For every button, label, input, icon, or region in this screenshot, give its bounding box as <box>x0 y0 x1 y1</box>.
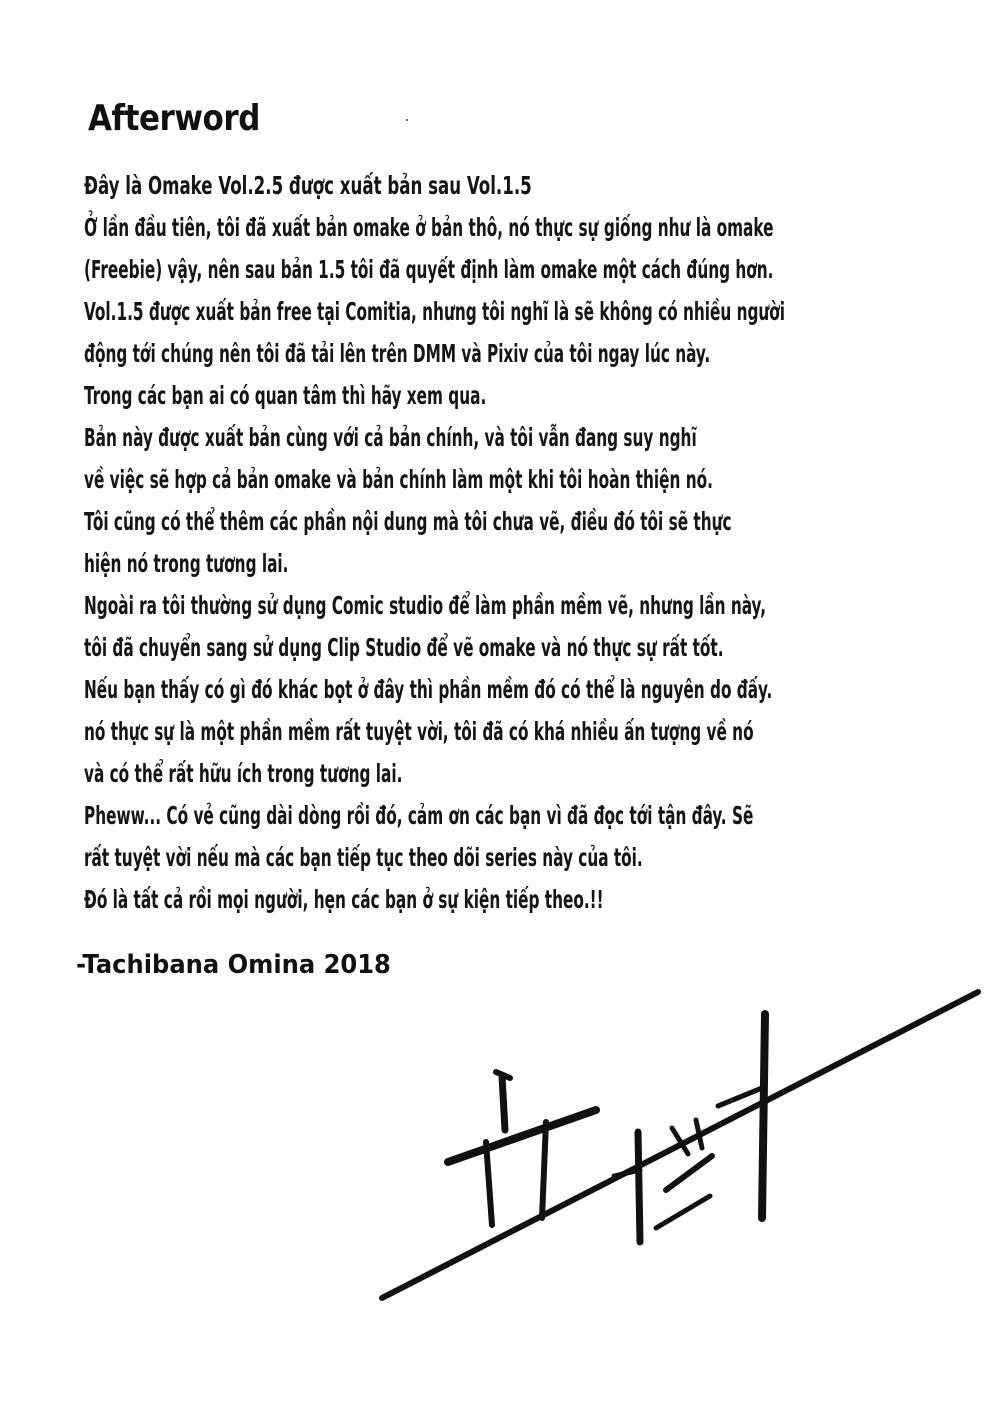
body-line-18: Đó là tất cả rồi mọi người, hẹn các bạn ở sự kiện tiếp theo.!! <box>84 885 604 914</box>
body-line-4: Vol.1.5 được xuất bản free tại Comitia, nhưng tôi nghĩ là sẽ không có nhiều người <box>84 297 786 326</box>
author-signoff: -Tachibana Omina 2018 <box>76 950 391 980</box>
body-line-14: nó thực sự là một phần mềm rất tuyệt vời, tôi đã có khá nhiều ấn tượng về nó <box>84 717 754 746</box>
body-line-3: (Freebie) vậy, nên sau bản 1.5 tôi đã quyết định làm omake một cách đúng hơn. <box>84 255 774 284</box>
body-line-6: Trong các bạn ai có quan tâm thì hãy xem qua. <box>84 381 487 410</box>
body-line-10: hiện nó trong tương lai. <box>84 549 289 578</box>
page-title: Afterword <box>88 98 260 139</box>
body-line-2: Ở lần đầu tiên, tôi đã xuất bản omake ở bản thô, nó thực sự giống như là omake <box>84 213 774 242</box>
body-line-15: và có thể rất hữu ích trong tương lai. <box>84 759 403 788</box>
body-line-12: tôi đã chuyển sang sử dụng Clip Studio để vẽ omake và nó thực sự rất tốt. <box>84 633 724 662</box>
body-line-7: Bản này được xuất bản cùng với cả bản chính, và tôi vẫn đang suy nghĩ <box>84 423 697 452</box>
body-line-13: Nếu bạn thấy có gì đó khác bọt ở đây thì phần mềm đó có thể là nguyên do đấy. <box>84 675 773 704</box>
body-line-5: động tới chúng nên tôi đã tải lên trên DMM và Pixiv của tôi ngay lúc này. <box>84 339 711 368</box>
stray-mark <box>406 119 408 121</box>
body-line-11: Ngoài ra tôi thường sử dụng Comic studio để làm phần mềm vẽ, nhưng lần này, <box>84 591 767 620</box>
afterword-body <box>84 165 984 921</box>
body-line-8: về việc sẽ hợp cả bản omake và bản chính làm một khi tôi hoàn thiện nó. <box>84 465 713 494</box>
body-line-9: Tôi cũng có thể thêm các phần nội dung mà tôi chưa vẽ, điều đó tôi sẽ thực <box>84 507 732 536</box>
handwritten-signature <box>370 980 990 1310</box>
body-line-17: rất tuyệt vời nếu mà các bạn tiếp tục theo dõi series này của tôi. <box>84 843 643 872</box>
body-line-1: Đây là Omake Vol.2.5 được xuất bản sau Vol.1.5 <box>84 171 532 200</box>
body-line-16: Pheww... Có vẻ cũng dài dòng rồi đó, cảm ơn các bạn vì đã đọc tới tận đây. Sẽ <box>84 801 754 830</box>
